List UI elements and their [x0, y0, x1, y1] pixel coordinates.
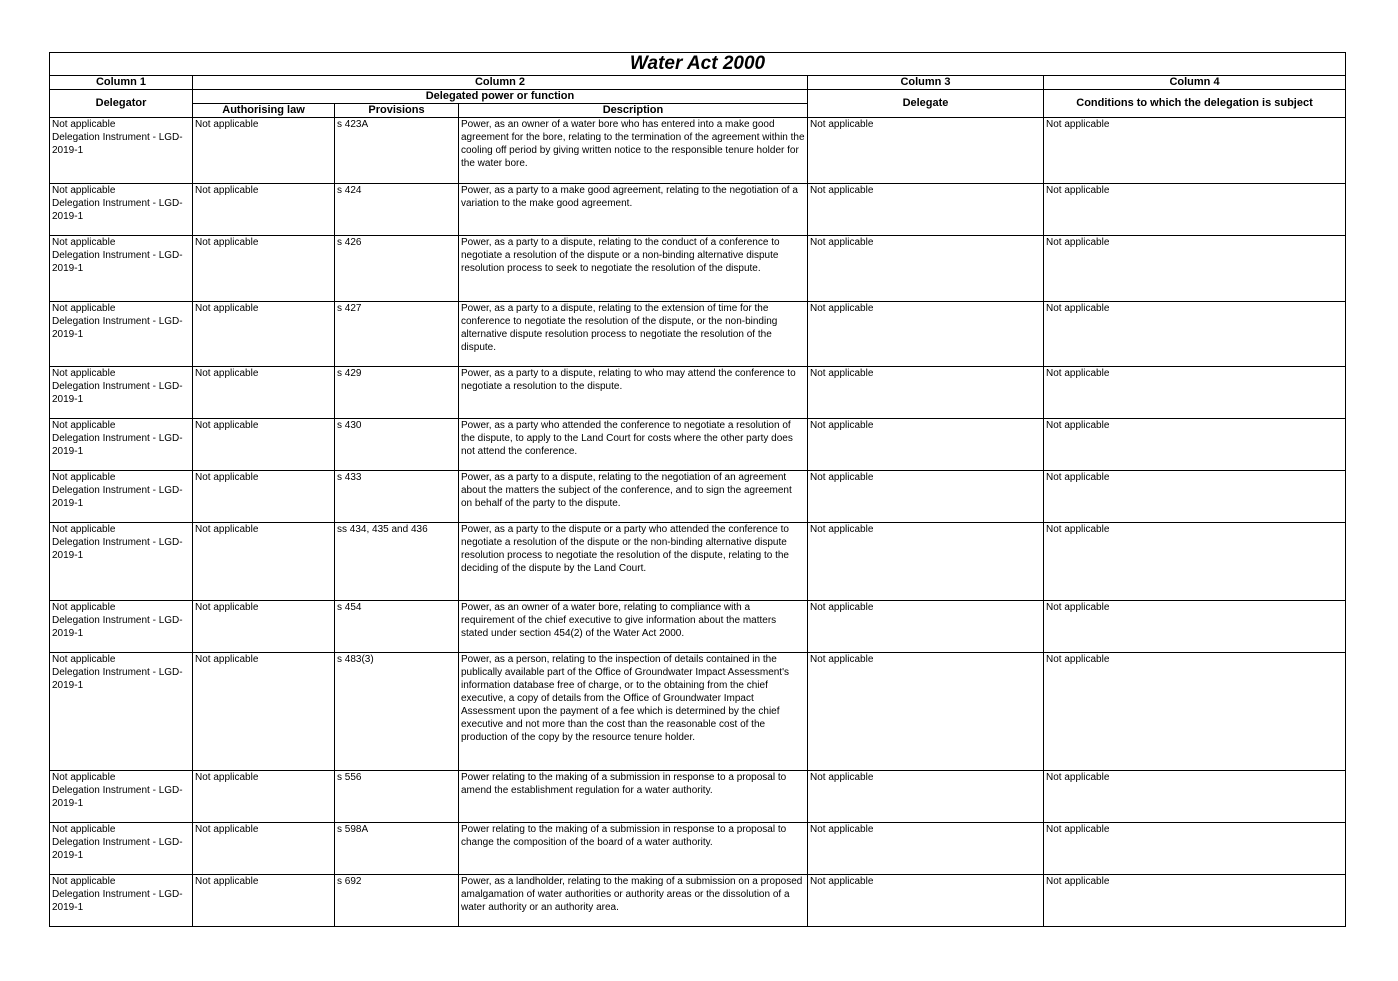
- delegation-instrument: Delegation Instrument - LGD-2019-1: [52, 381, 183, 405]
- authorising-law-cell: Not applicable: [193, 184, 335, 236]
- delegation-instrument: Delegation Instrument - LGD-2019-1: [52, 433, 183, 457]
- provision-cell: s 427: [335, 302, 459, 367]
- page-title: Water Act 2000: [50, 53, 1346, 76]
- authorising-law-cell: Not applicable: [193, 236, 335, 302]
- provision-cell: s 692: [335, 875, 459, 927]
- description-cell: Power, as a party to a dispute, relating to the negotiation of an agreement about the matters the subject of the conference, and to sign the agreement on behalf of the party to the dispute.: [459, 471, 808, 523]
- table-row: [50, 875, 1346, 927]
- description-cell: Power, as an owner of a water bore who has entered into a make good agreement for the bore, relating to the termination of the agreement within the cooling off period by giving written notice to the responsible tenure holder for the water bore.: [459, 118, 808, 184]
- column-4-label: Column 4: [1044, 76, 1346, 90]
- conditions-cell: Not applicable: [1044, 471, 1346, 523]
- delegator-value: Not applicable: [52, 472, 116, 483]
- authorising-law-cell: Not applicable: [193, 823, 335, 875]
- authorising-law-cell: Not applicable: [193, 875, 335, 927]
- delegator-value: Not applicable: [52, 368, 116, 379]
- delegator-value: Not applicable: [52, 772, 116, 783]
- delegator-cell: [50, 653, 193, 771]
- delegator-value: Not applicable: [52, 420, 116, 431]
- delegator-cell: [50, 118, 193, 184]
- conditions-cell: Not applicable: [1044, 523, 1346, 601]
- provision-cell: s 454: [335, 601, 459, 653]
- conditions-cell: Not applicable: [1044, 236, 1346, 302]
- conditions-cell: Not applicable: [1044, 601, 1346, 653]
- delegator-value: Not applicable: [52, 876, 116, 887]
- delegate-cell: Not applicable: [808, 875, 1044, 927]
- delegator-cell: [50, 523, 193, 601]
- delegator-cell: [50, 419, 193, 471]
- delegate-cell: Not applicable: [808, 367, 1044, 419]
- table-row: [50, 823, 1346, 875]
- table-row: [50, 367, 1346, 419]
- delegation-instrument: Delegation Instrument - LGD-2019-1: [52, 615, 183, 639]
- delegation-instrument: Delegation Instrument - LGD-2019-1: [52, 837, 183, 861]
- authorising-law-cell: Not applicable: [193, 523, 335, 601]
- table-row: [50, 653, 1346, 771]
- delegate-cell: Not applicable: [808, 771, 1044, 823]
- delegate-cell: Not applicable: [808, 236, 1044, 302]
- delegator-value: Not applicable: [52, 654, 116, 665]
- conditions-cell: Not applicable: [1044, 419, 1346, 471]
- authorising-law-cell: Not applicable: [193, 302, 335, 367]
- delegator-cell: [50, 601, 193, 653]
- conditions-cell: Not applicable: [1044, 302, 1346, 367]
- delegator-cell: [50, 184, 193, 236]
- delegate-header: Delegate: [808, 90, 1044, 118]
- authorising-law-cell: Not applicable: [193, 601, 335, 653]
- conditions-cell: Not applicable: [1044, 653, 1346, 771]
- authorising-law-cell: Not applicable: [193, 771, 335, 823]
- provision-cell: s 424: [335, 184, 459, 236]
- conditions-cell: Not applicable: [1044, 184, 1346, 236]
- table-row: [50, 184, 1346, 236]
- table-row: [50, 236, 1346, 302]
- delegation-table: [49, 52, 1346, 927]
- delegation-instrument: Delegation Instrument - LGD-2019-1: [52, 889, 183, 913]
- delegate-cell: Not applicable: [808, 523, 1044, 601]
- delegation-instrument: Delegation Instrument - LGD-2019-1: [52, 485, 183, 509]
- delegator-cell: [50, 771, 193, 823]
- table-row: [50, 471, 1346, 523]
- authorising-law-cell: Not applicable: [193, 118, 335, 184]
- delegator-value: Not applicable: [52, 185, 116, 196]
- provision-cell: s 433: [335, 471, 459, 523]
- delegate-cell: Not applicable: [808, 302, 1044, 367]
- delegator-value: Not applicable: [52, 303, 116, 314]
- conditions-header: Conditions to which the delegation is subject: [1044, 90, 1346, 118]
- provision-cell: s 598A: [335, 823, 459, 875]
- delegator-cell: [50, 875, 193, 927]
- table-row: [50, 118, 1346, 184]
- table-row: [50, 302, 1346, 367]
- description-cell: Power, as a party to the dispute or a party who attended the conference to negotiate a resolution of the dispute or the non-binding alternative dispute resolution process to negotiate the resolution of the dispute, relating to the deciding of the dispute by the Land Court.: [459, 523, 808, 601]
- table-row: [50, 601, 1346, 653]
- delegation-instrument: Delegation Instrument - LGD-2019-1: [52, 198, 183, 222]
- description-cell: Power, as an owner of a water bore, relating to compliance with a requirement of the chief executive to give information about the matters stated under section 454(2) of the Water Act 2000.: [459, 601, 808, 653]
- conditions-cell: Not applicable: [1044, 875, 1346, 927]
- table-body: [50, 118, 1346, 927]
- delegate-cell: Not applicable: [808, 653, 1044, 771]
- table-row: [50, 771, 1346, 823]
- delegate-cell: Not applicable: [808, 601, 1044, 653]
- provision-cell: s 423A: [335, 118, 459, 184]
- column-3-label: Column 3: [808, 76, 1044, 90]
- delegation-instrument: Delegation Instrument - LGD-2019-1: [52, 667, 183, 691]
- provisions-header: Provisions: [335, 104, 459, 118]
- delegated-power-header: Delegated power or function: [193, 90, 808, 104]
- delegate-cell: Not applicable: [808, 471, 1044, 523]
- delegator-cell: [50, 471, 193, 523]
- delegator-value: Not applicable: [52, 602, 116, 613]
- description-cell: Power, as a party to a dispute, relating to the conduct of a conference to negotiate a resolution of the dispute or a non-binding alternative dispute resolution process to seek to negotiate the resolution of the dispute.: [459, 236, 808, 302]
- delegator-cell: [50, 367, 193, 419]
- authorising-law-cell: Not applicable: [193, 653, 335, 771]
- delegate-cell: Not applicable: [808, 419, 1044, 471]
- delegate-cell: Not applicable: [808, 823, 1044, 875]
- conditions-cell: Not applicable: [1044, 367, 1346, 419]
- delegation-instrument: Delegation Instrument - LGD-2019-1: [52, 132, 183, 156]
- conditions-cell: Not applicable: [1044, 771, 1346, 823]
- description-cell: Power, as a party to a dispute, relating to who may attend the conference to negotiate a resolution to the dispute.: [459, 367, 808, 419]
- description-cell: Power, as a party who attended the conference to negotiate a resolution of the dispute, to apply to the Land Court for costs where the other party does not attend the conference.: [459, 419, 808, 471]
- delegator-cell: [50, 302, 193, 367]
- delegate-cell: Not applicable: [808, 184, 1044, 236]
- delegator-cell: [50, 236, 193, 302]
- authorising-law-header: Authorising law: [193, 104, 335, 118]
- delegation-instrument: Delegation Instrument - LGD-2019-1: [52, 785, 183, 809]
- description-cell: Power, as a party to a dispute, relating to the extension of time for the conference to negotiate the resolution of the dispute, or the non-binding alternative dispute resolution process to negotiate the resolution of the dispute.: [459, 302, 808, 367]
- description-cell: Power relating to the making of a submission in response to a proposal to amend the establishment regulation for a water authority.: [459, 771, 808, 823]
- delegation-instrument: Delegation Instrument - LGD-2019-1: [52, 316, 183, 340]
- provision-cell: s 429: [335, 367, 459, 419]
- column-2-label: Column 2: [193, 76, 808, 90]
- conditions-cell: Not applicable: [1044, 823, 1346, 875]
- provision-cell: s 430: [335, 419, 459, 471]
- delegator-cell: [50, 823, 193, 875]
- table-row: [50, 523, 1346, 601]
- delegator-header: Delegator: [50, 90, 193, 118]
- column-1-label: Column 1: [50, 76, 193, 90]
- conditions-cell: Not applicable: [1044, 118, 1346, 184]
- delegator-value: Not applicable: [52, 237, 116, 248]
- delegator-value: Not applicable: [52, 524, 116, 535]
- provision-cell: s 556: [335, 771, 459, 823]
- delegation-instrument: Delegation Instrument - LGD-2019-1: [52, 537, 183, 561]
- description-header: Description: [459, 104, 808, 118]
- delegator-value: Not applicable: [52, 119, 116, 130]
- provision-cell: s 426: [335, 236, 459, 302]
- provision-cell: ss 434, 435 and 436: [335, 523, 459, 601]
- delegate-cell: Not applicable: [808, 118, 1044, 184]
- authorising-law-cell: Not applicable: [193, 471, 335, 523]
- description-cell: Power relating to the making of a submission in response to a proposal to change the composition of the board of a water authority.: [459, 823, 808, 875]
- description-cell: Power, as a landholder, relating to the making of a submission on a proposed amalgamation of water authorities or authority areas or the dissolution of a water authority or an authority area.: [459, 875, 808, 927]
- authorising-law-cell: Not applicable: [193, 367, 335, 419]
- authorising-law-cell: Not applicable: [193, 419, 335, 471]
- description-cell: Power, as a party to a make good agreement, relating to the negotiation of a variation to the make good agreement.: [459, 184, 808, 236]
- delegator-value: Not applicable: [52, 824, 116, 835]
- provision-cell: s 483(3): [335, 653, 459, 771]
- description-cell: Power, as a person, relating to the inspection of details contained in the publically available part of the Office of Groundwater Impact Assessment's information database free of charge, or to the obtaining from the chief executive, a copy of details from the Office of Groundwater Impact Assessment upon the payment of a fee which is determined by the chief executive and not more than the cost than the reasonable cost of the production of the copy by the resource tenure holder.: [459, 653, 808, 771]
- table-row: [50, 419, 1346, 471]
- delegation-instrument: Delegation Instrument - LGD-2019-1: [52, 250, 183, 274]
